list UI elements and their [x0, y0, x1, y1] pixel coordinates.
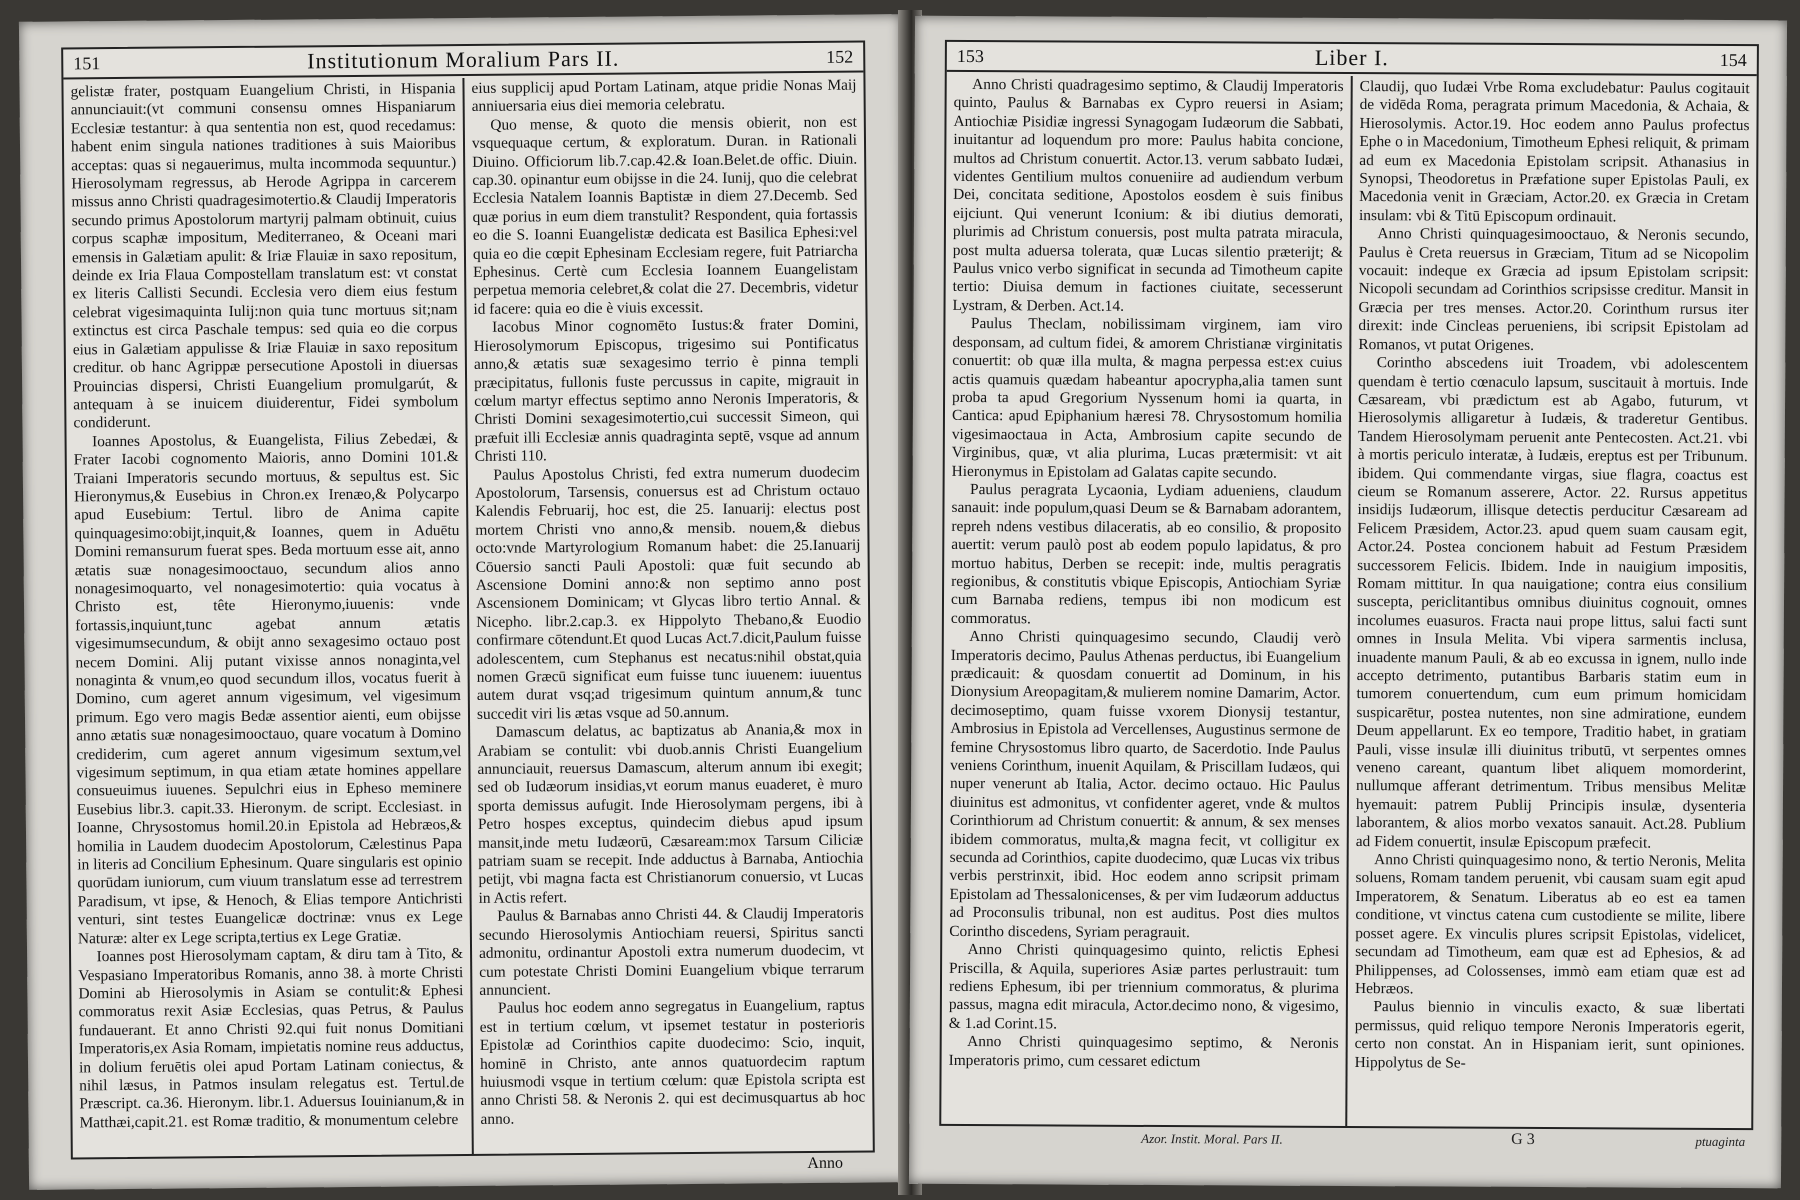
- paragraph: Anno Christi quinquagesimo secundo, Claudij verò Imperatoris decimo, Paulus Athenas perductus, ibi Euangelium prædicauit: & quosdam conuertit ad Dominum, in his Dionysium Areopagitam,& mulierem nomine Damarim, Actor. decimoseptimo, quam fuisse vxorem Dionysij testantur, Ambrosius in Epistola ad Vercellenses, Augustinus sermone de femine Chrysostomus libro quarto, de Sacerdotio. Inde Paulus veniens Corinthum, inuenit Aquilam, & Priscillam Iudæos, qui nuper venerunt ab Italia, Actor. decimo octauo. Hic Paulus diuinitus est admonitus, vt confidenter ageret, vnde & multos Corinthiorum ad Christum conuertit: & annum, & sex menses ibidem commoratus, multa,& magna fecit, vt colligitur ex secunda ad Corinthios, capite duodecimo, quæ Lucas vix tribus verbis perstrinxit, ibid. Hoc eodem anno scripsit primam Epistolam ad Thessalonicenses, & per vim Iudæorum adductus ad Proconsulis tribunal, non est auditus. Post dies multos Corintho discedens, Syriam peragrauit.: [949, 628, 1341, 941]
- paragraph: Anno Christi quadragesimo septimo, & Claudij Imperatoris quinto, Paulus & Barnabas ex Cypro reuersi in Asiam; Antiochiæ Pisidiæ ingressi Synagogam Iudæorum die Sabbati, inuitantur ad loquendum pro more: Paulus habita concione, multos ad Christum conuertit. Actor.13. verum sabbato Iudæi, videntes Gentilium multos conueniire ad audiendum verbum Dei, concitata seditione, Apostolos eosdem è suis finibus eijciunt. Qui venerunt Iconium: & ibi diutius demorati, plurimis ad Christum conuersis, post multa patrata miracula, post multa aduersa tolerata, quæ Lucas silentio præterijt; & Paulus vnico verbo significat in secunda ad Timotheum capite tertio: Diuisa demum in factiones ciuitate, secesserunt Lystram, & Derben. Act.14.: [952, 76, 1344, 315]
- left-catchword: Anno: [807, 1154, 843, 1173]
- right-columns: [941, 74, 1756, 1128]
- paragraph: Paulus Theclam, nobilissimam virginem, iam viro desponsam, ad cultum fidei, & amorem Christianæ virginitatis conuertit: ob quæ illa multa, & magna perpessa est:ex cuius actis quamuis quædam habeantur apocrypha,alia tamen sunt proba ta apud Gregorium Nyssenum homi ia quarta, in Cantica: apud Epiphanium hæresi 78. Chrysostomum homilia vigesimaoctaua in Acta, Ambrosium capite secundo de Virginibus, quæ, vt alia plurima, Lucas prætermisit: vt ait Hieronymus in Epistolam ad Galatas capite secundo.: [951, 315, 1343, 482]
- paragraph: Claudij, quo Iudæi Vrbe Roma excludebatur: Paulus cogitauit de vidēda Roma, peragrata primum Macedonia, & Achaia, & Hierosolymis. Actor.19. Hoc eodem anno Paulus profectus Ephe o in Macedonium, Timotheum Ephesi reliquit, & primam ad eum ex Macedonia Epistolam scripsit. Athanasius in Synopsi, Theodoretus in Præfatione super Epistolas Pauli, ex Macedonia venit in Græciam, Actor.20. ex Græcia in Cretam insulam: vbi & Titū Episcopum ordinauit.: [1358, 78, 1750, 226]
- paragraph: Paulus peragrata Lycaonia, Lydiam adueniens, claudum sanauit: inde populum,quasi Deum se & Barnabam adorantem, repreh ndens vestibus dilaceratis, ab eo consilio, & proposito auertit: verum paulò post ab eodem populo lapidatus, & pro mortuo habitus, Derben se recepit: inde, multis peragratis regionibus, & constitutis vbique Episcopis, Antiochiam Syriæ cum Barnaba rediens, tempus ibi non modicum est commoratus.: [950, 480, 1342, 628]
- paragraph: gelistæ frater, postquam Euangelium Christi, in Hispania annunciauit:(vt communi consensu omnes Hispaniarum Ecclesiæ testantur: à qua sententia non est, quod recedamus: habent enim singula nationes traditiones à suis Maioribus acceptas: quas si negauerimus, multa incommoda sequuntur.) Hierosolymam regressus, ab Herode Agrippa in carcerem missus anno Christi quadragesimotertio.& Claudij Imperatoris secundo primus Apostolorum martyrij palmam obtinuit, cuius corpus scaphæ impositum, Mediterraneo, & Oceani mari emensis in Galætiam apulit: & Iriæ Flauiæ in saxo repositum, deinde ex Iria Flaua Compostellam translatum est: vt constat ex literis Callisti Secundi. Ecclesia vero diem eius festum celebrat vigesimaquinta Iulij:non quia tunc mortuus sit;nam extinctus est circa Paschale tempus: sed quia eo die corpus eius in Galætiam appulisse & Iriæ Flauiæ in saxo repositum creditur. ob hanc Agrippæ persecutione Apostoli in diuersas Prouincias dispersi, Christi Euangelium promulgarút, & antequam à se inuicem diuiderentur, Fidei symbolum condiderunt.: [70, 80, 459, 432]
- paragraph: Anno Christi quinquagesimo nono, & tertio Neronis, Melita soluens, Romam tandem peruenit, vbi causam suam egit apud Imperatorem, & Senatum. Liberatus ab eo est ea tamen conditione, vt vinctus catena cum custodiente se milite, libere posset agere. Ex vinculis plures scripsit Epistolas, videlicet, secundam ad Timotheum, eam quæ est ad Ephesios, & ad Philippenses, ad Colossenses, immò eam etiam quæ est ad Hebræos.: [1354, 851, 1746, 998]
- right-column-1: [941, 74, 1350, 1126]
- right-catchword: ptuaginta: [1695, 1133, 1746, 1150]
- left-column-2: [462, 75, 872, 1154]
- left-text-frame: [61, 40, 875, 1173]
- paragraph: Anno Christi quinquagesimo septimo, & Neronis Imperatoris primo, cum cessaret edictum: [948, 1033, 1339, 1070]
- left-running-title: Institutionum Moralium Pars II.: [307, 45, 620, 74]
- left-column-1: [63, 78, 471, 1157]
- paragraph: Quo mense, & quoto die mensis obierit, non est vsquequaque certum, & exploratum. Duran. in Rationali Diuino. Officiorum lib.7.cap.42.& Ioan.Belet.de offic. Diuin. cap.30. opinantur eum obijsse in die 24. Iunij, quo die celebrat Ecclesia Natalem Ioannis Baptistæ in diem 27.Decemb. Sed quæ porius in eum diem transtulit? Respondent, quia fortassis eo die S. Ioanni Euangelistæ dedicata est Basilica Ephesi:vel quia eo die cœpit Ephesinam Ecclesiam regere, fuit Patriarcha Ephesinus. Certè cum Ecclesia Ioannem Euangelistam perpetua memoria celebret,& colat die 27. Decembris, videtur id facere: quia eo die è viuis excessit.: [471, 113, 859, 318]
- right-running-title: Liber I.: [1314, 44, 1389, 71]
- footer-signature-mark: G 3: [1511, 1130, 1535, 1148]
- paragraph: eius supplicij apud Portam Latinam, atque pridie Nonas Maij anniuersaria eius diei memoria celebratu.: [471, 76, 857, 116]
- right-page: [909, 16, 1787, 1189]
- paragraph: Corintho abscedens iuit Troadem, vbi adolescentem quendam è tertio cœnaculo lapsum, suscitauit à mortuis. Inde Cæsaream, vbi prædictum est ab Agabo, futurum, vt Hierosolymis alligaretur à Iudæis, & traderetur Gentibus. Tandem Hierosolymam peruenit ante Pentecosten. Act.21. vbi à mortis periculo interatæ, à Iudæis, ereptus est per Tribunum. ibidem. Qui commendante virgas, siue flagra, coactus est cieum se Romanum asserere, Actor. 22. Rursus appetitus insidijs Iudæorum, illisque detectis perducitur Cæsaream ad Felicem Præsidem, Actor.23. apud quem suam causam egit, Actor.24. Postea concionem habuit ad Festum Præsidem successorem Felicis. Ibidem. Inde in nauigium impositis, Romam mittitur. In qua nauigatione; contra eius consilium suscepta, periclitantibus omnibus diuinitus cognouit, omnes incolumes euasuros. Fracta naui prope littus, salui facti sunt omnes in Insula Melita. Vbi vipera sarmentis inclusa, inuadente manum Pauli, & ab eo excussa in ignem, nullo inde accepto detrimento, putantibus Barbaris statim eum in tumorem conuertendum, cum eum primum homicidam suspicarētur, postea nutentes, non sine admiratione, eundem Deum appellarunt. Ex eo tempore, Traditio habet, in gratiam Pauli, visse insulæ illi diuinitus tributū, vt serpentes omnes veneno careant, quantum libet aliquem momorderint, nullumque afferant detrimentum. Tribus mensibus Melitæ hyemauit: patrem Publij Principis insulæ, dysenteria laborantem, & alios morbo vexatos sanauit. Act.28. Publium ad Fidem conuertit, insulæ Episcopum præfecit.: [1355, 354, 1749, 852]
- right-page-number-a: 153: [956, 45, 984, 66]
- paragraph: Paulus Apostolus Christi, fed extra numerum duodecim Apostolorum, Tarsensis, conuersus est ad Christum octauo Kalendis Februarij, hoc est, die 25. Ianuarij: electus post mortem Christi vno anno,& mensib. nouem,& diebus octo:vnde Martyrologium Romanum habet: die 25.Ianuarij Cōuersio sancti Pauli Apostoli: quæ fuit secundo ab Ascensione Domini anno:& non septimo anno post Ascensionem Dominicam; vt Glycas libro tertio Annal. & Nicepho. libr.2.cap.3. ex Hippolyto Thebano,& Euodio confirmare cōtendunt.Et quod Lucas Act.7.dicit,Paulum fuisse adolescentem, cum Stephanus est necatus:nihil obstat,quia nomen Græcū significat eum fuisse tunc iuuenem: iuuentus autem durat vsq;ad trigesimum quintum annum,& tunc succedit viri lis ætas vsque ad 50.annum.: [474, 463, 862, 723]
- left-page-number-a: 151: [73, 52, 101, 73]
- paragraph: Paulus hoc eodem anno segregatus in Euangelium, raptus est in tertium cœlum, vt ipsemet testatur in posterioris Epistolæ ad Corinthios capite duodecimo: Scio, inquit, hominē in Christo, ante annos quatuordecim raptum huiusmodi vsque in tertium cœlum: quæ Epistola scripta est anno Christi 58. & Neronis 2. qui est decimusquartus ab hoc anno.: [479, 996, 866, 1128]
- paragraph: Ioannes post Hierosolymam captam, & diru tam à Tito, & Vespasiano Imperatoribus Romanis, anno 38. à morte Christi Domini ab Hierosolymis in Asiam se contulit:& Ephesi commoratus rexit Asiæ Ecclesias, quas Petrus, & Paulus fundauerant. Et anno Christi 92.qui fuit nonus Domitiani Imperatoris,ex Asia Romam, impietatis nomine reus adductus, in dolium feruētis olei apud Portam Latinam coniectus, & nihil læsus, in Patmos insulam relegatus est. Tertul.de Præscript. ca.36. Hieronym. libr.1. Aduersus Iouinianum,& in Matthæi,capit.21. est Romæ traditio, & monumentum celebre: [78, 945, 465, 1132]
- paragraph: Damascum delatus, ac baptizatus ab Anania,& mox in Arabiam se contulit: vbi duob.annis Christi Euangelium annunciauit, reuersus Damascum, alterum annum ibi exegit; sed ob Iudæorum insidias,vt eorum manus euaderet, è muro sporta demissus aufugit. Inde Hierosolymam pergens, ibi à Petro hospes exceptus, quindecim diebus apud ipsum mansit,inde metu Iudæorū, Cæsaream:mox Tarsum Ciliciæ patriam suam se recepit. Inde adductus à Barnaba, Antiochia petijt, vbi magna facta est Christianorum conuersio, vt Lucas in Actis refert.: [477, 720, 864, 907]
- right-page-number-b: 154: [1719, 49, 1747, 70]
- right-footer: [941, 1128, 1751, 1154]
- left-page: [19, 14, 911, 1190]
- paragraph: Paulus biennio in vinculis exacto, & suæ libertati permissus, quid reliquo tempore Neronis Imperatoris egerit, certo non constat. An in Hispaniam ierit, sunt opiniones. Hippolytus de Se-: [1354, 998, 1745, 1072]
- right-column-2: [1345, 76, 1756, 1128]
- paragraph: Anno Christi quinquagesimo quinto, relictis Ephesi Priscilla, & Aquila, superiores Asiæ partes perlustrauit: tum rediens Ephesum, ibi per triennium commoratus, & plurima passus, magna edit miracula, Actor.decimo nono, & vigesimo, & 1.ad Corint.15.: [948, 941, 1340, 1033]
- right-running-head: [947, 42, 1757, 76]
- left-page-number-b: 152: [826, 46, 854, 67]
- right-text-frame: [939, 40, 1759, 1150]
- paragraph: Iacobus Minor cognomēto Iustus:& frater Domini, Hierosolymorum Episcopus, trigesimo sui Pontificatus anno,& ætatis suæ sexagesimo terrio è pinna templi præcipitatus, fullonis fuste percussus in capite, migrauit in cœlum martyr effectus septimo anno Neronis Imperatoris, & Christi Domini sexagesimotertio,cui successit Simeon, qui præfuit illi Ecclesiæ annis quadraginta septē, vsque ad annum Christi 110.: [473, 315, 860, 466]
- left-running-head: [63, 43, 863, 80]
- paragraph: Paulus & Barnabas anno Christi 44. & Claudij Imperatoris secundo Hierosolymis Antiochiam reuersi, Spiritus sancti admonitu, ordinantur Apostoli extra numerum duodecim, vt cum potestate Christi Domini Euangelium vbique terrarum annuncient.: [478, 904, 865, 999]
- footer-signature: Azor. Instit. Moral. Pars II.: [1141, 1130, 1283, 1147]
- paragraph: Anno Christi quinquagesimooctauo, & Neronis secundo, Paulus è Creta reuersus in Græciam, Titum ad se Nicopolim vocauit: indeque ex Græcia ad ipsum Epistolam scripsit: Nicopoli secundam ad Corinthios scripsisse creditur. Mansit in Græcia per tres menses. Actor.20. Corinthum rursus iter direxit: inde Cincleas perueniens, ibi scripsit Epistolam ad Romanos, vt putat Origenes.: [1358, 225, 1749, 354]
- paragraph: Ioannes Apostolus, & Euangelista, Filius Zebedæi, & Frater Iacobi cognomento Maioris, anno Domini 101.& Traiani Imperatoris secundo mortuus, & sepultus est. Sic Hieronymus,& Eusebius in Chron.ex Irenæo,& Polycarpo apud Eusebium: Tertul. libro de Anima capite quinquagesimo:obijt,inquit,& Ioannes, quem in Aduētu Domini remansurum fuerat spes. Beda mortuum esse ait, anno ætatis suæ nonagesimooctauo, secundum alios anno nonagesimoquarto, vel nonagesimotertio: quia vocatus à Christo est, tête Hieronymo,iuuenis: vnde fortassis,inquiunt,tunc agebat annum ætatis vigesimumsecundum, & obijt anno sexagesimo octauo post necem Domini. Alij putant vixisse annos nonaginta,vel nonaginta & vnum,eo quod secundum illos, vocatus fuerit à Domino, cum ageret annum vigesimum, vel vigesimum primum. Ego vero magis Bedæ assentior aienti, eum obijsse anno ætatis suæ nonagesimooctauo, quare vocatum à Domino crediderim, cum ageret annum vigesimum sextum,vel vigesimum septimum, in qua etiam ætate homines appellare consueuimus iuuenes. Sepulchri eius in Epheso meminere Eusebius libr.3. capit.33. Hieronym. de script. Ecclesiast. in Ioanne, Chrysostomus homil.20.in Epistola ad Hebræos,& homilia in Laudem duodecim Apostolorum, Cælestinus Papa in literis ad Concilium Ephesinum. Quare singularis est opinio quorūdam iuniorum, cum viuum translatum esse ad terrestrem Paradisum, vt ipse, & Henoch, & Elias tempore Antichristi venturi, sint testes Euangelicæ doctrinæ: vnus ex Lege Naturæ: alter ex Lege scripta,tertius ex Lege Gratiæ.: [73, 429, 463, 948]
- left-columns: [63, 75, 872, 1158]
